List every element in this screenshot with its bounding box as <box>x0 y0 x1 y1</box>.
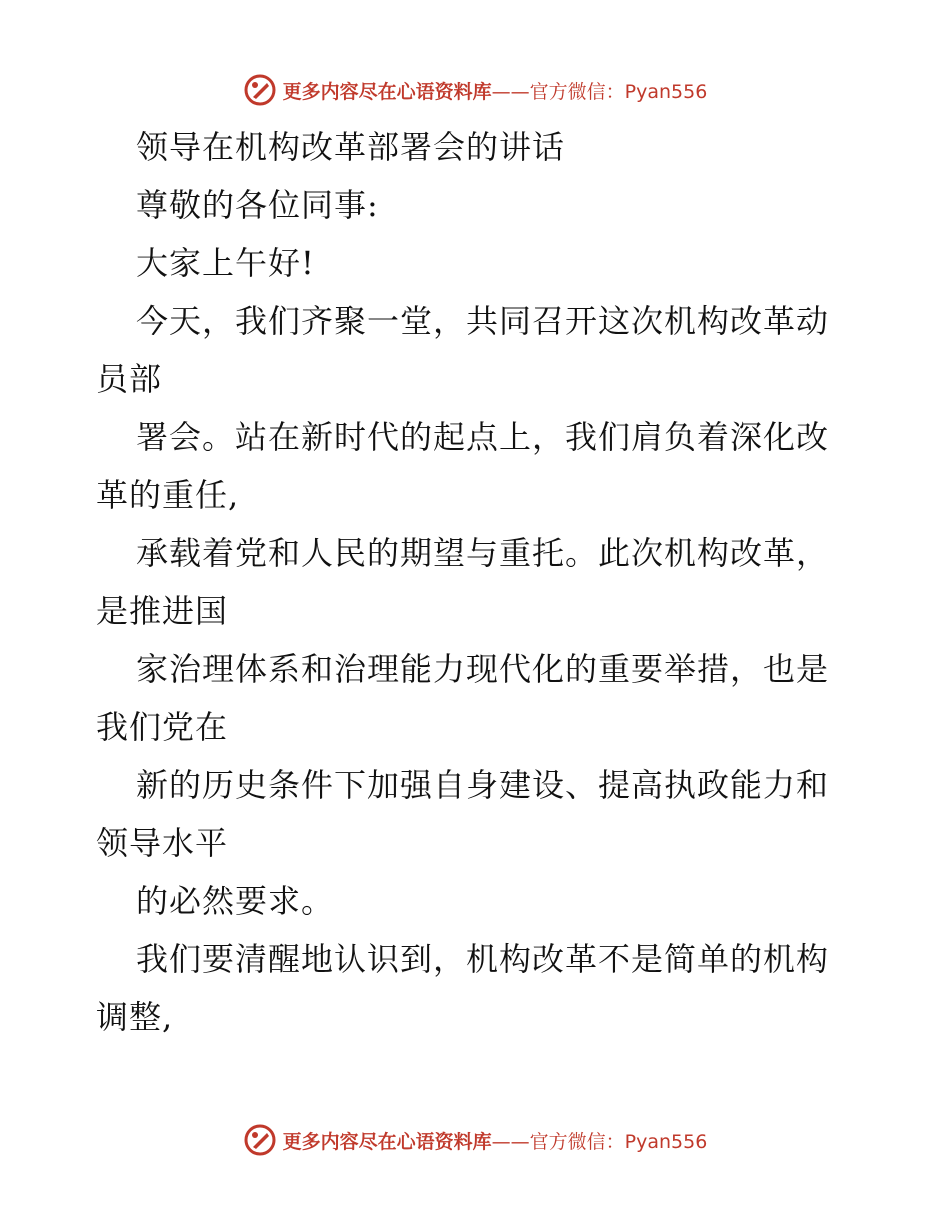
salutation: 尊敬的各位同事: <box>136 186 379 224</box>
paragraph-line: 是推进国 <box>96 592 229 630</box>
paragraph-line: 我们要清醒地认识到，机构改革不是简单的机构 <box>136 940 830 978</box>
paragraph-line: 今天，我们齐聚一堂，共同召开这次机构改革动 <box>136 302 830 340</box>
paragraph-line: 调整, <box>96 998 174 1036</box>
paragraph-line: 我们党在 <box>96 708 229 746</box>
footer-banner <box>0 1122 950 1158</box>
paragraph-line: 署会。站在新时代的起点上，我们肩负着深化改 <box>136 418 830 456</box>
paragraph-line: 家治理体系和治理能力现代化的重要举措，也是 <box>136 650 830 688</box>
document-body <box>96 118 856 1046</box>
banner-wechat: 官方微信：Pyan556 <box>529 80 708 103</box>
paragraph-line: 的必然要求。 <box>136 882 335 920</box>
quill-pen-logo-icon <box>243 1123 277 1157</box>
banner-wechat: 官方微信：Pyan556 <box>529 1130 708 1153</box>
banner-text <box>283 77 708 104</box>
banner-title: 更多内容尽在心语资料库 <box>282 1130 492 1153</box>
paragraph-line: 革的重任, <box>96 476 240 514</box>
paragraph-line: 员部 <box>96 360 163 398</box>
banner-text <box>283 1127 708 1154</box>
banner-dash: —— <box>491 1130 530 1153</box>
greeting: 大家上午好! <box>136 244 315 282</box>
paragraph-line: 领导水平 <box>96 824 229 862</box>
paragraph-line: 新的历史条件下加强自身建设、提高执政能力和 <box>136 766 830 804</box>
quill-pen-logo-icon <box>243 73 277 107</box>
banner-title: 更多内容尽在心语资料库 <box>282 80 492 103</box>
banner-dash: —— <box>491 80 530 103</box>
paragraph-line: 承载着党和人民的期望与重托。此次机构改革， <box>136 534 830 572</box>
document-title: 领导在机构改革部署会的讲话 <box>136 128 566 166</box>
header-banner <box>0 72 950 108</box>
